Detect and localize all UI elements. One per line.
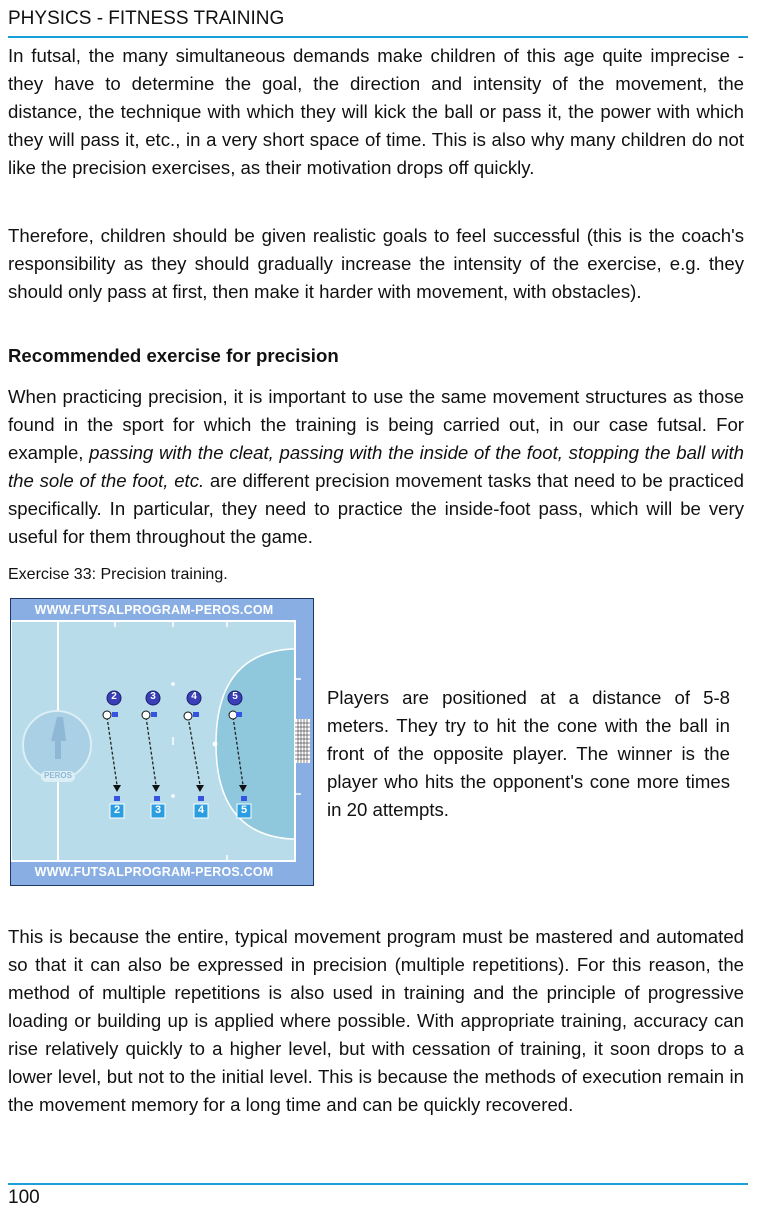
running-header: PHYSICS - FITNESS TRAINING	[8, 8, 285, 29]
exercise-caption: Exercise 33: Precision training.	[8, 566, 228, 583]
paragraph-1: In futsal, the many simultaneous demands make children of this age quite imprecise - they have to determine the goal, the direction and intensity of the movement, the distance, the technique with which they will kick the ball or pass it, the power with which they will pass it, etc., in a very short space of time. This is also why many children do not like the precision exercises, as their motivation drops off quickly.	[8, 45, 744, 178]
header-rule	[8, 36, 748, 38]
paragraph-2: Therefore, children should be given realistic goals to feel successful (this is the coach's responsibility as they should gradually increase the intensity of the exercise, e.g. they should only pass at first, then make it harder with movement, with obstacles).	[8, 225, 744, 302]
player-top-3: 3	[150, 691, 156, 702]
diagram-banner-top: WWW.FUTSALPROGRAM-PEROS.COM	[34, 603, 274, 617]
paragraph-3-end: are different precision movement tasks that need to be practiced specifically. In particular, they need to practice the inside-foot pass, which will be very useful for them throughout the game.	[8, 470, 744, 547]
player-bottom-4: 4	[197, 804, 205, 816]
player-bottom-5: 5	[240, 804, 248, 816]
paragraph-3-italic: passing with the cleat, passing with the inside of the foot, stopping the ball with the sole of the foot, etc.	[8, 442, 744, 491]
diagram-banner-bottom: WWW.FUTSALPROGRAM-PEROS.COM	[34, 865, 274, 879]
player-top-5: 5	[232, 691, 238, 702]
exercise-description: Players are positioned at a distance of 5-8 meters. They try to hit the cone with the ball in front of the opposite player. The winner is the player who hits the opponent's cone more times in 20 attempts.	[327, 687, 730, 820]
player-bottom-3: 3	[154, 804, 162, 816]
player-top-2: 2	[111, 691, 117, 702]
paragraph-3-start: When practicing precision, it is important to use the same movement structures as those found in the sport for which the training is being carried out, in our case futsal. For example,	[8, 386, 744, 463]
page-number: 100	[8, 1187, 40, 1208]
paragraph-4: This is because the entire, typical movement program must be mastered and automated so that it can also be expressed in precision (multiple repetitions). For this reason, the method of multiple repetitions is also used in training and the principle of progressive loading or building up is applied where possible. With appropriate training, accuracy can rise relatively quickly to a higher level, but with cessation of training, it soon drops to a lower level, but not to the initial level. This is because the methods of execution remain in the movement memory for a long time and can be quickly recovered.	[8, 926, 744, 1115]
logo-text-peros: PEROS	[43, 771, 72, 780]
futsal-court	[11, 599, 313, 885]
section-heading: Recommended exercise for precision	[8, 345, 339, 366]
footer-rule	[8, 1183, 748, 1185]
player-top-4: 4	[191, 691, 197, 702]
player-bottom-2: 2	[113, 804, 121, 816]
exercise-diagram	[10, 598, 314, 886]
paragraph-3	[8, 383, 744, 551]
